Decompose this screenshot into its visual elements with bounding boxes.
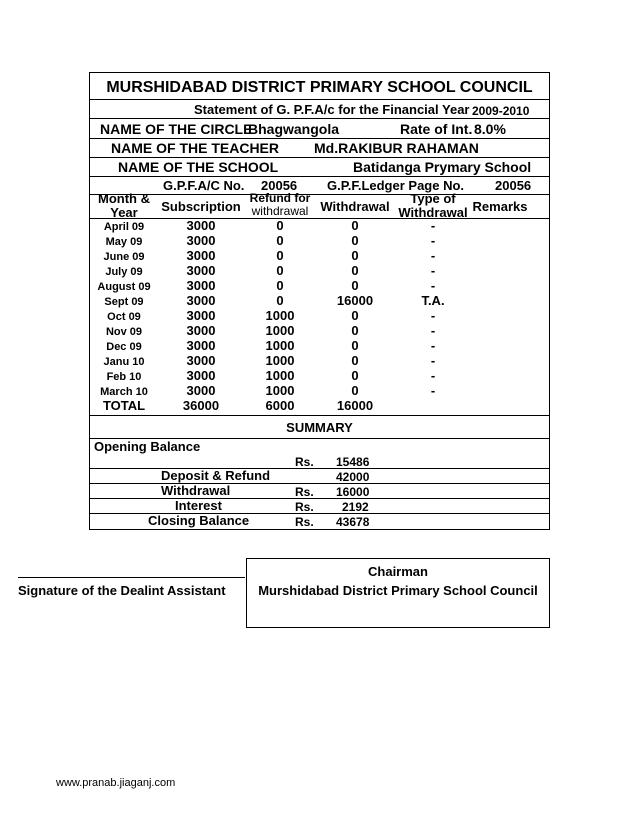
divider (89, 468, 550, 469)
cell-type: - (430, 368, 436, 383)
cell-withdrawal: 0 (351, 218, 359, 233)
cell-withdrawal: 0 (351, 383, 359, 398)
withdrawal-summary-value: 16000 (336, 485, 370, 499)
rate-label: Rate of Int. (400, 121, 473, 137)
chairman-label: Chairman (368, 564, 428, 579)
circle-label: NAME OF THE CIRCLE (100, 121, 253, 137)
teacher-label: NAME OF THE TEACHER (111, 140, 279, 156)
council-label: Murshidabad District Primary School Council (258, 583, 538, 598)
divider (89, 194, 550, 195)
cell-refund: 1000 (265, 383, 295, 398)
closing-balance-label: Closing Balance (148, 513, 250, 528)
cell-type: T.A. (421, 293, 445, 308)
ledger-label: G.P.F.Ledger Page No. (327, 178, 465, 193)
page-title: MURSHIDABAD DISTRICT PRIMARY SCHOOL COUNCIL (106, 79, 533, 96)
signature-assistant: Signature of the Dealint Assistant (18, 583, 226, 598)
cell-month: Nov 09 (105, 326, 143, 338)
total-refund: 6000 (265, 398, 295, 413)
col-type-line1: Type of (410, 191, 456, 206)
interest-value: 2192 (342, 500, 369, 514)
cell-sub: 3000 (186, 263, 216, 278)
divider (89, 138, 550, 139)
cell-refund: 1000 (265, 338, 295, 353)
col-refund-line1: Refund for (249, 191, 311, 205)
col-remarks: Remarks (472, 199, 528, 214)
cell-sub: 3000 (186, 233, 216, 248)
divider (89, 483, 550, 484)
opening-currency: Rs. (295, 455, 314, 469)
cell-withdrawal: 0 (351, 323, 359, 338)
cell-type: - (430, 263, 436, 278)
cell-type: - (430, 278, 436, 293)
total-sub: 36000 (182, 398, 220, 413)
col-month-line2: Year (110, 205, 138, 220)
cell-sub: 3000 (186, 383, 216, 398)
cell-withdrawal: 0 (351, 278, 359, 293)
col-type-line2: Withdrawal (398, 205, 468, 220)
col-refund-line2: withdrawal (251, 204, 309, 218)
cell-refund: 0 (276, 233, 284, 248)
cell-withdrawal: 0 (351, 308, 359, 323)
signature-line (18, 577, 245, 578)
statement-year: 2009-2010 (472, 104, 530, 118)
cell-type: - (430, 353, 436, 368)
cell-refund: 1000 (265, 308, 295, 323)
cell-refund: 0 (276, 263, 284, 278)
divider (89, 99, 550, 100)
cell-sub: 3000 (186, 248, 216, 263)
divider (89, 415, 550, 416)
school-label: NAME OF THE SCHOOL (118, 159, 279, 175)
summary-heading: SUMMARY (286, 420, 353, 435)
cell-refund: 1000 (265, 353, 295, 368)
interest-currency: Rs. (295, 500, 314, 514)
cell-month: Sept 09 (104, 296, 144, 308)
divider (89, 157, 550, 158)
col-month-line1: Month & (98, 191, 150, 206)
cell-withdrawal: 0 (351, 338, 359, 353)
teacher-value: Md.RAKIBUR RAHAMAN (314, 140, 479, 156)
cell-withdrawal: 0 (351, 368, 359, 383)
cell-sub: 3000 (186, 353, 216, 368)
cell-type: - (430, 218, 436, 233)
divider (89, 498, 550, 499)
circle-value: Bhagwangola (248, 121, 340, 137)
footer-url: www.pranab.jiaganj.com (56, 777, 176, 789)
cell-withdrawal: 16000 (336, 293, 374, 308)
cell-withdrawal: 0 (351, 233, 359, 248)
cell-withdrawal: 0 (351, 353, 359, 368)
cell-sub: 3000 (186, 278, 216, 293)
cell-type: - (430, 338, 436, 353)
cell-refund: 0 (276, 278, 284, 293)
closing-balance-value: 43678 (336, 515, 370, 529)
deposit-label: Deposit & Refund (161, 468, 271, 483)
col-month (94, 192, 154, 220)
interest-label: Interest (175, 498, 222, 513)
cell-month: July 09 (105, 266, 143, 278)
cell-refund: 1000 (265, 368, 295, 383)
closing-currency: Rs. (295, 515, 314, 529)
school-value: Batidanga Prymary School (353, 159, 532, 175)
cell-withdrawal: 0 (351, 263, 359, 278)
cell-month: Oct 09 (107, 311, 141, 323)
cell-month: Janu 10 (103, 356, 145, 368)
withdrawal-currency: Rs. (295, 485, 314, 499)
cell-refund: 0 (276, 248, 284, 263)
total-withdrawal: 16000 (336, 398, 374, 413)
col-type (394, 192, 472, 220)
cell-sub: 3000 (186, 368, 216, 383)
cell-month: June 09 (103, 251, 145, 263)
cell-type: - (430, 323, 436, 338)
cell-month: March 10 (100, 386, 148, 398)
cell-type: - (430, 383, 436, 398)
cell-type: - (430, 248, 436, 263)
col-refund (245, 192, 315, 218)
withdrawal-summary-label: Withdrawal (161, 483, 231, 498)
cell-sub: 3000 (186, 338, 216, 353)
cell-month: May 09 (105, 236, 143, 248)
col-subscription: Subscription (161, 199, 241, 214)
gpf-ac-value: 20056 (261, 178, 298, 193)
statement-text: Statement of G. P.F.A/c for the Financial Year (194, 102, 470, 117)
cell-month: April 09 (103, 221, 145, 233)
cell-sub: 3000 (186, 218, 216, 233)
gpf-ac-label: G.P.F.A/C No. (163, 178, 245, 193)
divider (89, 176, 550, 177)
cell-sub: 3000 (186, 308, 216, 323)
cell-type: - (430, 233, 436, 248)
cell-sub: 3000 (186, 323, 216, 338)
cell-refund: 1000 (265, 323, 295, 338)
cell-refund: 0 (276, 218, 284, 233)
total-label: TOTAL (102, 398, 146, 413)
opening-balance-label: Opening Balance (94, 439, 201, 454)
cell-month: Feb 10 (106, 371, 142, 383)
divider (89, 118, 550, 119)
cell-withdrawal: 0 (351, 248, 359, 263)
cell-refund: 0 (276, 293, 284, 308)
cell-month: Dec 09 (106, 341, 142, 353)
rate-value: 8.0% (474, 121, 506, 137)
cell-month: August 09 (97, 281, 151, 293)
ledger-value: 20056 (495, 178, 532, 193)
cell-sub: 3000 (186, 293, 216, 308)
deposit-value: 42000 (336, 470, 370, 484)
cell-type: - (430, 308, 436, 323)
col-withdrawal: Withdrawal (320, 199, 390, 214)
opening-balance-value: 15486 (336, 455, 370, 469)
